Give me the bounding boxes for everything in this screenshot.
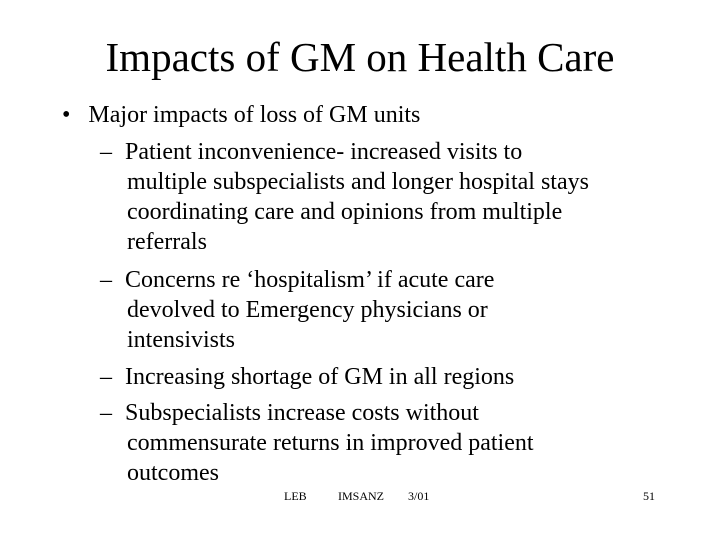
sub-bullet-marker: –: [100, 364, 112, 390]
sub-bullet-line: Patient inconvenience- increased visits to: [125, 139, 523, 165]
bullet-text: Major impacts of loss of GM units: [88, 102, 421, 128]
sub-bullet-marker: –: [100, 267, 112, 293]
bullet-marker: •: [62, 102, 71, 128]
sub-bullet-line: intensivists: [127, 327, 236, 353]
footer-page-number: 51: [643, 489, 655, 503]
sub-bullet-marker: –: [100, 139, 112, 165]
footer-event: IMSANZ: [338, 489, 385, 503]
sub-bullet-line: Subspecialists increase costs without: [125, 400, 479, 426]
sub-bullet-line: devolved to Emergency physicians or: [127, 297, 488, 323]
sub-bullet-line: commensurate returns in improved patient: [127, 430, 534, 456]
sub-bullet-line: Concerns re ‘hospitalism’ if acute care: [125, 267, 495, 293]
footer-date: 3/01: [408, 489, 430, 503]
bullet-item: [62, 100, 420, 130]
sub-bullet-line: coordinating care and opinions from multiple: [127, 199, 563, 225]
footer-author: LEB: [284, 489, 307, 503]
sub-bullet-marker: –: [100, 400, 112, 426]
sub-bullet-line: Increasing shortage of GM in all regions: [125, 364, 515, 390]
sub-bullet-line: outcomes: [127, 460, 219, 486]
slide-title: Impacts of GM on Health Care: [105, 34, 615, 80]
sub-bullet-line: multiple subspecialists and longer hospital stays: [127, 169, 589, 195]
sub-bullet-line: referrals: [127, 229, 207, 255]
